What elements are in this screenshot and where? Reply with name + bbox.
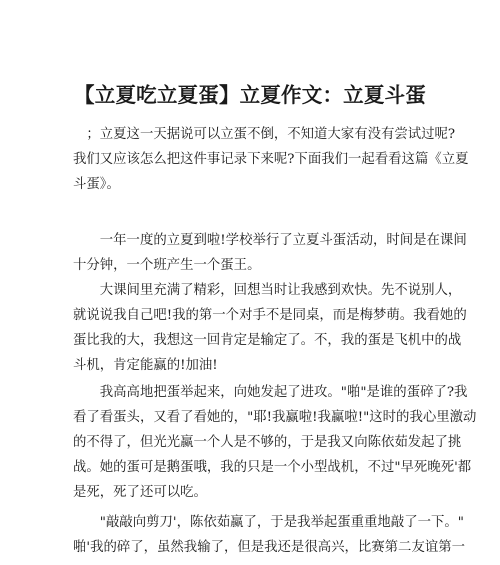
text-line: ；立夏这一天据说可以立蛋不倒，不知道大家有没有尝试过呢? <box>73 127 456 142</box>
text-line: 我们又应该怎么把这件事记录下来呢?下面我们一起看看这篇《立夏 <box>73 152 469 167</box>
text-line: 啪'我的碎了，虽然我输了，但是我还是很高兴，比赛第二友谊第一 <box>73 540 466 555</box>
text-line: 大课间里充满了精彩，回想当时让我感到欢快。先不说别人， <box>73 283 462 298</box>
text-line: 是死，死了还可以吃。 <box>73 485 207 500</box>
text-line: 蛋比我的大，我想这一回肯定是输定了。不，我的蛋是飞机中的战 <box>73 333 462 348</box>
text-line: 战。她的蛋可是鹅蛋哦，我的只是一个小型战机，不过"早死晚死'都 <box>73 460 472 475</box>
text-line: 的不得了，但光光赢一个人是不够的，于是我又向陈依茹发起了挑 <box>73 435 462 450</box>
text-line: 一年一度的立夏到啦!学校举行了立夏斗蛋活动，时间是在课间 <box>73 233 467 248</box>
text-line: 我高高地把蛋举起来，向她发起了进攻。"啪"是谁的蛋碎了?我 <box>73 385 468 400</box>
text-line: 就说说我自己吧!我的第一个对手不是同桌，而是梅梦萌。我看她的 <box>73 308 467 323</box>
text-line: 斗蛋》。 <box>73 177 120 192</box>
text-line: 看了看蛋头，又看了看她的，"耶!我赢啦!我赢啦!"这时的我心里激动 <box>73 410 477 425</box>
text-line: 十分钟，一个班产生一个蛋王。 <box>73 258 261 273</box>
text-line: 斗机，肯定能赢的!加油! <box>73 358 218 373</box>
page-title: 【立夏吃立夏蛋】立夏作文：立夏斗蛋 <box>74 83 426 107</box>
text-line: "敲敲向剪刀'，陈依茹赢了，于是我举起蛋重重地敲了一下。" <box>73 515 464 530</box>
